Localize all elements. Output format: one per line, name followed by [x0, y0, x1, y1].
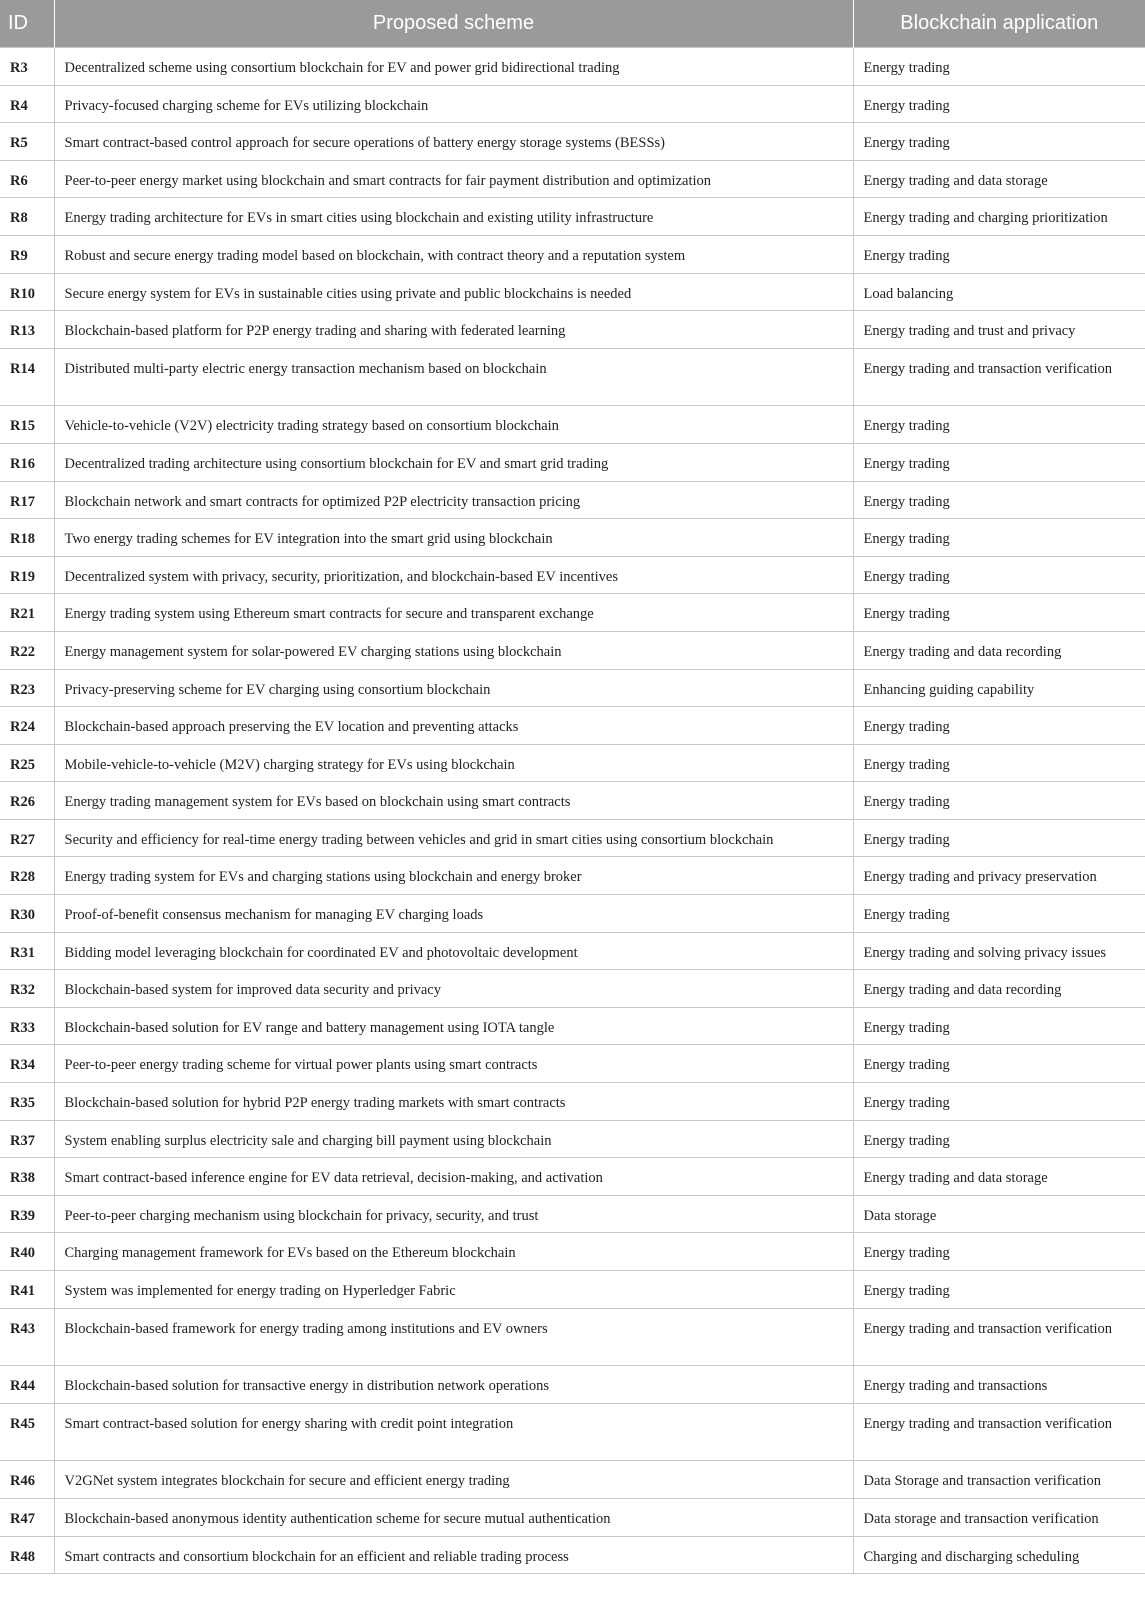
table-row [0, 160, 1145, 198]
row-scheme-cell: Blockchain-based solution for EV range and battery management using IOTA tangle [54, 1007, 853, 1045]
row-application-cell: Energy trading and transaction verification [853, 1403, 1145, 1461]
row-id-cell: R16 [0, 443, 54, 481]
row-scheme-cell: Mobile-vehicle-to-vehicle (M2V) charging strategy for EVs using blockchain [54, 744, 853, 782]
table-row [0, 198, 1145, 236]
row-id-cell: R3 [0, 48, 54, 86]
row-application-cell: Energy trading [853, 895, 1145, 933]
row-scheme-cell: System was implemented for energy trading on Hyperledger Fabric [54, 1271, 853, 1309]
row-scheme-cell: Decentralized scheme using consortium blockchain for EV and power grid bidirectional trading [54, 48, 853, 86]
row-id-cell: R45 [0, 1403, 54, 1461]
table-row [0, 273, 1145, 311]
row-scheme-cell: Smart contracts and consortium blockchain for an efficient and reliable trading process [54, 1536, 853, 1574]
table-row [0, 782, 1145, 820]
row-application-cell: Energy trading [853, 1233, 1145, 1271]
row-application-cell: Energy trading [853, 1045, 1145, 1083]
table-row [0, 123, 1145, 161]
row-application-cell: Energy trading and trust and privacy [853, 311, 1145, 349]
row-scheme-cell: Robust and secure energy trading model based on blockchain, with contract theory and a reputation system [54, 235, 853, 273]
row-id-cell: R22 [0, 631, 54, 669]
row-id-cell: R19 [0, 556, 54, 594]
row-id-cell: R37 [0, 1120, 54, 1158]
row-application-cell: Energy trading and transaction verification [853, 348, 1145, 406]
row-id-cell: R14 [0, 348, 54, 406]
row-application-cell: Energy trading and solving privacy issues [853, 932, 1145, 970]
row-scheme-cell: Smart contract-based control approach for secure operations of battery energy storage systems (BESSs) [54, 123, 853, 161]
row-id-cell: R46 [0, 1461, 54, 1499]
table-header [0, 0, 1145, 48]
table-row [0, 1461, 1145, 1499]
row-application-cell: Energy trading and data recording [853, 970, 1145, 1008]
row-application-cell: Energy trading and charging prioritization [853, 198, 1145, 236]
row-scheme-cell: Distributed multi-party electric energy transaction mechanism based on blockchain [54, 348, 853, 406]
table-row [0, 1536, 1145, 1574]
row-application-cell: Energy trading and data recording [853, 631, 1145, 669]
table-body [0, 48, 1145, 1574]
table-row [0, 311, 1145, 349]
row-scheme-cell: Energy management system for solar-powered EV charging stations using blockchain [54, 631, 853, 669]
header-blockchain-application: Blockchain application [853, 0, 1145, 48]
row-id-cell: R4 [0, 85, 54, 123]
row-scheme-cell: Smart contract-based solution for energy sharing with credit point integration [54, 1403, 853, 1461]
row-application-cell: Energy trading [853, 594, 1145, 632]
row-scheme-cell: Energy trading system for EVs and charging stations using blockchain and energy broker [54, 857, 853, 895]
row-id-cell: R27 [0, 819, 54, 857]
table-row [0, 1158, 1145, 1196]
row-application-cell: Enhancing guiding capability [853, 669, 1145, 707]
table-row [0, 85, 1145, 123]
row-id-cell: R48 [0, 1536, 54, 1574]
row-scheme-cell: Blockchain-based framework for energy trading among institutions and EV owners [54, 1308, 853, 1366]
row-scheme-cell: Energy trading system using Ethereum smart contracts for secure and transparent exchange [54, 594, 853, 632]
row-scheme-cell: Peer-to-peer energy market using blockchain and smart contracts for fair payment distribution and optimization [54, 160, 853, 198]
row-scheme-cell: Blockchain-based solution for transactive energy in distribution network operations [54, 1366, 853, 1404]
header-id: ID [0, 0, 54, 48]
row-scheme-cell: Blockchain-based anonymous identity authentication scheme for secure mutual authentication [54, 1498, 853, 1536]
row-application-cell: Energy trading [853, 707, 1145, 745]
row-scheme-cell: Security and efficiency for real-time energy trading between vehicles and grid in smart cities using consortium blockchain [54, 819, 853, 857]
row-application-cell: Energy trading and data storage [853, 160, 1145, 198]
table-row [0, 1366, 1145, 1404]
table-row [0, 556, 1145, 594]
row-id-cell: R44 [0, 1366, 54, 1404]
row-scheme-cell: Bidding model leveraging blockchain for coordinated EV and photovoltaic development [54, 932, 853, 970]
row-id-cell: R41 [0, 1271, 54, 1309]
row-id-cell: R25 [0, 744, 54, 782]
row-scheme-cell: Privacy-focused charging scheme for EVs utilizing blockchain [54, 85, 853, 123]
row-application-cell: Energy trading and transaction verification [853, 1308, 1145, 1366]
row-scheme-cell: Energy trading management system for EVs based on blockchain using smart contracts [54, 782, 853, 820]
table-row [0, 707, 1145, 745]
table-row [0, 1403, 1145, 1461]
row-id-cell: R34 [0, 1045, 54, 1083]
row-id-cell: R38 [0, 1158, 54, 1196]
table-row [0, 594, 1145, 632]
row-id-cell: R31 [0, 932, 54, 970]
table-row [0, 519, 1145, 557]
row-scheme-cell: Proof-of-benefit consensus mechanism for managing EV charging loads [54, 895, 853, 933]
row-scheme-cell: Privacy-preserving scheme for EV charging using consortium blockchain [54, 669, 853, 707]
row-application-cell: Charging and discharging scheduling [853, 1536, 1145, 1574]
row-id-cell: R8 [0, 198, 54, 236]
row-scheme-cell: Blockchain-based approach preserving the EV location and preventing attacks [54, 707, 853, 745]
row-id-cell: R17 [0, 481, 54, 519]
row-scheme-cell: Energy trading architecture for EVs in smart cities using blockchain and existing utility infrastructure [54, 198, 853, 236]
row-scheme-cell: System enabling surplus electricity sale and charging bill payment using blockchain [54, 1120, 853, 1158]
table-row [0, 1045, 1145, 1083]
row-application-cell: Energy trading [853, 235, 1145, 273]
header-row [0, 0, 1145, 48]
row-application-cell: Energy trading [853, 481, 1145, 519]
row-application-cell: Energy trading [853, 819, 1145, 857]
row-id-cell: R9 [0, 235, 54, 273]
row-application-cell: Load balancing [853, 273, 1145, 311]
table-row [0, 1083, 1145, 1121]
row-application-cell: Energy trading [853, 85, 1145, 123]
table-row [0, 1007, 1145, 1045]
table-row [0, 1308, 1145, 1366]
table-row [0, 932, 1145, 970]
table-row [0, 819, 1145, 857]
row-id-cell: R6 [0, 160, 54, 198]
row-id-cell: R13 [0, 311, 54, 349]
row-application-cell: Energy trading [853, 744, 1145, 782]
row-scheme-cell: Blockchain-based system for improved data security and privacy [54, 970, 853, 1008]
table-row [0, 631, 1145, 669]
table-row [0, 669, 1145, 707]
row-application-cell: Energy trading [853, 443, 1145, 481]
header-proposed-scheme: Proposed scheme [54, 0, 853, 48]
row-scheme-cell: Decentralized system with privacy, security, prioritization, and blockchain-based EV incentives [54, 556, 853, 594]
row-application-cell: Energy trading [853, 782, 1145, 820]
row-id-cell: R35 [0, 1083, 54, 1121]
row-application-cell: Energy trading and transactions [853, 1366, 1145, 1404]
row-scheme-cell: Smart contract-based inference engine for EV data retrieval, decision-making, and activation [54, 1158, 853, 1196]
table-row [0, 1233, 1145, 1271]
row-application-cell: Energy trading and data storage [853, 1158, 1145, 1196]
row-application-cell: Energy trading [853, 123, 1145, 161]
row-application-cell: Energy trading [853, 1083, 1145, 1121]
row-id-cell: R47 [0, 1498, 54, 1536]
row-scheme-cell: Decentralized trading architecture using consortium blockchain for EV and smart grid trading [54, 443, 853, 481]
table-row [0, 48, 1145, 86]
row-scheme-cell: Blockchain-based platform for P2P energy trading and sharing with federated learning [54, 311, 853, 349]
row-scheme-cell: Peer-to-peer charging mechanism using blockchain for privacy, security, and trust [54, 1195, 853, 1233]
table-row [0, 443, 1145, 481]
row-scheme-cell: Peer-to-peer energy trading scheme for virtual power plants using smart contracts [54, 1045, 853, 1083]
table-row [0, 348, 1145, 406]
table-row [0, 235, 1145, 273]
row-id-cell: R24 [0, 707, 54, 745]
row-id-cell: R26 [0, 782, 54, 820]
row-scheme-cell: Blockchain network and smart contracts for optimized P2P electricity transaction pricing [54, 481, 853, 519]
table-row [0, 1195, 1145, 1233]
row-id-cell: R10 [0, 273, 54, 311]
row-scheme-cell: V2GNet system integrates blockchain for secure and efficient energy trading [54, 1461, 853, 1499]
table-row [0, 744, 1145, 782]
row-application-cell: Energy trading [853, 556, 1145, 594]
row-scheme-cell: Vehicle-to-vehicle (V2V) electricity trading strategy based on consortium blockchain [54, 406, 853, 444]
row-application-cell: Data Storage and transaction verification [853, 1461, 1145, 1499]
row-id-cell: R21 [0, 594, 54, 632]
row-id-cell: R23 [0, 669, 54, 707]
row-application-cell: Data storage and transaction verification [853, 1498, 1145, 1536]
row-id-cell: R5 [0, 123, 54, 161]
row-application-cell: Energy trading [853, 406, 1145, 444]
table-row [0, 1271, 1145, 1309]
row-id-cell: R39 [0, 1195, 54, 1233]
row-application-cell: Energy trading [853, 1007, 1145, 1045]
row-id-cell: R18 [0, 519, 54, 557]
row-application-cell: Data storage [853, 1195, 1145, 1233]
row-id-cell: R28 [0, 857, 54, 895]
row-scheme-cell: Two energy trading schemes for EV integration into the smart grid using blockchain [54, 519, 853, 557]
table-row [0, 895, 1145, 933]
row-application-cell: Energy trading [853, 519, 1145, 557]
table-row [0, 406, 1145, 444]
row-id-cell: R15 [0, 406, 54, 444]
table-row [0, 1498, 1145, 1536]
table-row [0, 970, 1145, 1008]
table-row [0, 1120, 1145, 1158]
row-id-cell: R33 [0, 1007, 54, 1045]
row-application-cell: Energy trading [853, 1271, 1145, 1309]
row-application-cell: Energy trading [853, 48, 1145, 86]
table-row [0, 857, 1145, 895]
row-id-cell: R40 [0, 1233, 54, 1271]
row-scheme-cell: Charging management framework for EVs based on the Ethereum blockchain [54, 1233, 853, 1271]
row-application-cell: Energy trading and privacy preservation [853, 857, 1145, 895]
row-application-cell: Energy trading [853, 1120, 1145, 1158]
row-scheme-cell: Secure energy system for EVs in sustainable cities using private and public blockchains is needed [54, 273, 853, 311]
row-id-cell: R32 [0, 970, 54, 1008]
row-scheme-cell: Blockchain-based solution for hybrid P2P energy trading markets with smart contracts [54, 1083, 853, 1121]
table-row [0, 481, 1145, 519]
row-id-cell: R43 [0, 1308, 54, 1366]
row-id-cell: R30 [0, 895, 54, 933]
